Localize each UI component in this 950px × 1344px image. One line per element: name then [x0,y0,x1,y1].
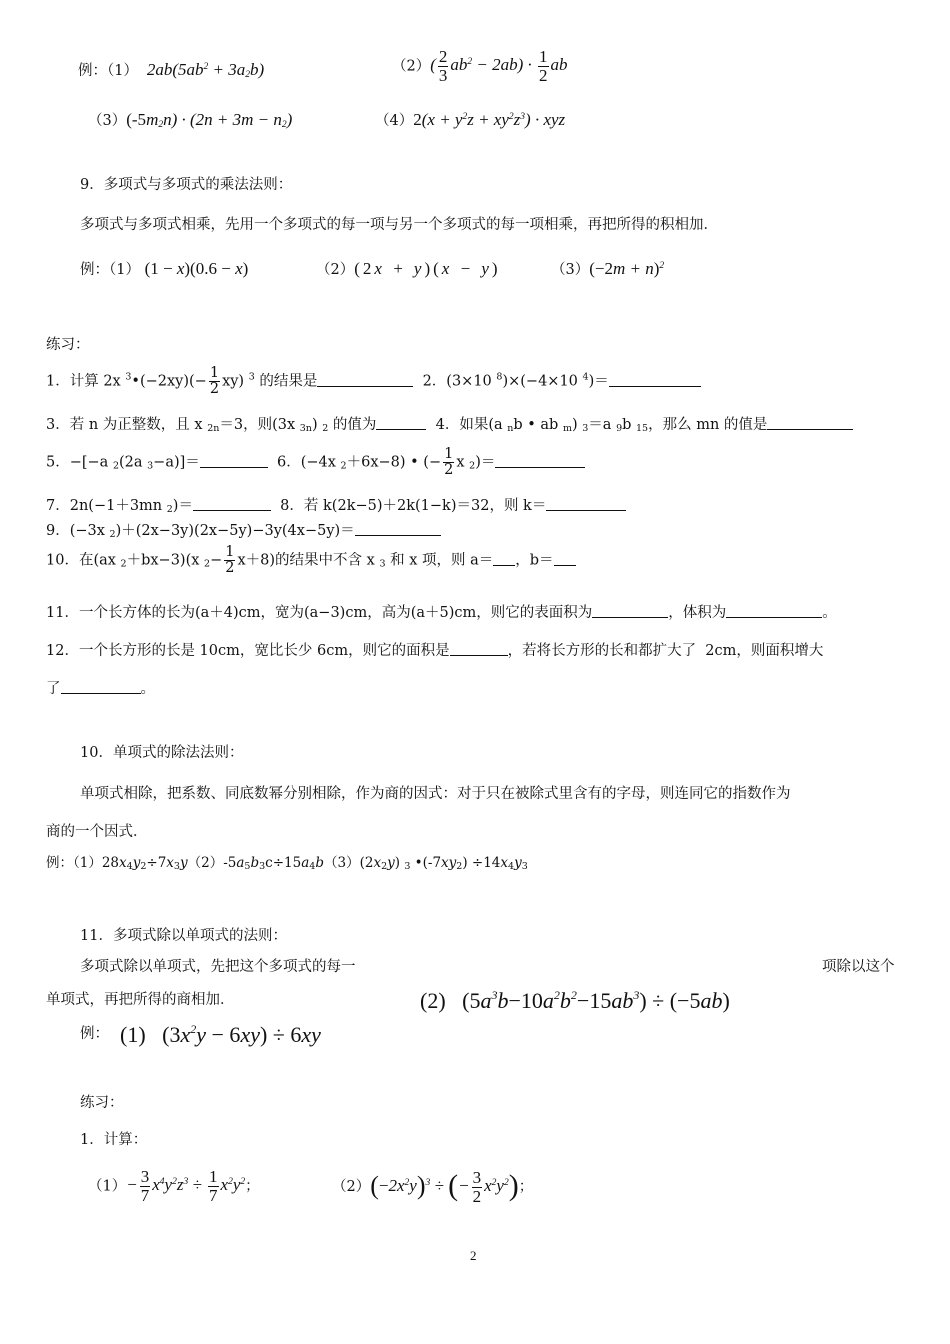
s10-rule: 单项式相除，把系数、同底数幂分别相除，作为商的因式：对于只在被除式里含有的字母，则连同它的指数作为 [80,786,791,802]
s10-examples: 例：$(1)28x_4y_2\div 7x_3y(2)-5a_5b_3c\div 15a_4b(3)(2x_2y)$ $_3$ $•(-7xy_2) \div 14x_4y_3$ [46,855,528,872]
practice1-q11: 11．一个长方体的长为(a＋4)cm，宽为(a−3)cm，高为(a＋5)cm，则它的表面积为 ，体积为 。 [46,605,837,621]
practice1-q12: 12．一个长方形的长是 10cm，宽比长少 6cm，则它的面积是 ，若将长方形的长和都扩大了 2cm，则面积增大 [46,643,824,659]
s9-example-3-label: （3） [551,262,590,278]
s11-rule-cont: 单项式，再把所得的商相加． [46,992,235,1008]
practice2-part-2: $(2)(-2x^2y)^3$ ÷ (− $\frac{3}{2}$ $x^2y^2$)； [332,1167,534,1206]
s11-rule-right: 项除以这个 [822,959,895,975]
s9-example-3: $(3)(-2m + n)^2$ [551,259,665,278]
practice1-title: 练习： [46,337,90,353]
practice2-part-2-label: （2） [332,1179,371,1195]
s11-rule-left: 多项式除以单项式，先把这个多项式的每一 [80,959,356,975]
practice1-q7-q8: 7．2n(−1＋3mn $_2$)＝ 8．若 k(2k−5)＋2k(1−k)＝32，则 k＝ [46,496,626,515]
page-number: 2 [470,1248,477,1263]
s8-example-1: $2ab(5ab^2 + 3a_2b)$ [142,60,265,80]
s9-rule: 多项式与多项式相乘，先用一个多项式的每一项与另一个多项式的每一项相乘，再把所得的积相加． [80,217,718,233]
s8-example-4-label: （4） [375,113,414,129]
s9-example-2-label: （2） [316,262,355,278]
s11-example-label: 例： [80,1026,109,1042]
s9-example-2: （2）(2x + y)(x − y) [316,259,501,278]
s8-example-3: $(3)(-5m_2n) \cdot (2n + 3m - n_2)$ [88,110,293,130]
s9-title: 9．多项式与多项式的乘法法则： [80,177,293,193]
s8-example-4: $(4)2(x + y^2z + xy^2z^3)$ · xyz [375,110,566,129]
practice2-q1: 1．计算： [80,1132,148,1148]
s11-example-2: (2) $(5a^3b-10a^2b^2-15ab^3) \div (-5ab)$ [420,988,730,1013]
s9-example-label: 例：（1） [80,262,140,278]
s8-example-label: 例：（1） [78,63,138,79]
practice1-q5-q6: 5．−[−a $_2$(2a $_3$−a)]＝ 6．(−4x $_2$＋6x−8) • (− $\frac{1}{2}$ x $_2$)＝ [46,447,585,478]
s9-examples [80,259,248,279]
s8-example-2-label: （2） [392,58,431,75]
practice1-q10: 10．在(ax $_2$＋bx−3)(x $_2$− $\frac{1}{2}$ x＋8)的结果中不含 x $_3$ 和 x 项，则 a＝ ，b＝ [46,545,576,576]
s9-example-1: (1 − x)(0.6 − x) [144,259,249,278]
s11-example-1: (1) $(3x^2y - 6xy) \div 6xy$ [120,1022,321,1047]
practice2-title: 练习： [80,1095,124,1111]
s8-example-row-1 [78,60,264,81]
s10-rule-cont: 商的一个因式． [46,824,148,840]
s8-example-2: （2）( $\frac{2}{3}$ $ab^2 - 2ab$) · $\frac{1}{2}$ ab [392,47,568,85]
practice1-q9: 9．(−3x $_2$)＋(2x−3y)(2x−5y)−3y(4x−5y)＝ [46,521,441,540]
s10-title: 10．单项式的除法法则： [80,745,244,761]
practice2-part-1: （1）− $\frac{3}{7}$ $x^4y^2z^3$ ÷ $\frac{1}{7}$ $x^2y^2$； [88,1167,260,1205]
practice1-q12-cont: 了 。 [46,681,155,697]
s11-title: 11．多项式除以单项式的法则： [80,928,287,944]
s8-example-3-label: （3） [88,113,127,129]
practice1-q3-q4: 3．若 n 为正整数，且 x $_{2n}$＝3，则(3x $_{3n}$) $_2$ 的值为 4．如果(a $_n$b • ab $_m$) $_3$＝a $_9$b $_{15}$，那么 mn 的值是 [46,415,853,434]
practice2-part-1-label: （1） [88,1178,127,1195]
practice1-q1: 1．计算 2x $^3$•(−2xy)(− $\frac{1}{2}$ xy) $^3$ 的结果是 2．(3×10 $^8$)×(−4×10 $^4$)＝ [46,366,701,397]
